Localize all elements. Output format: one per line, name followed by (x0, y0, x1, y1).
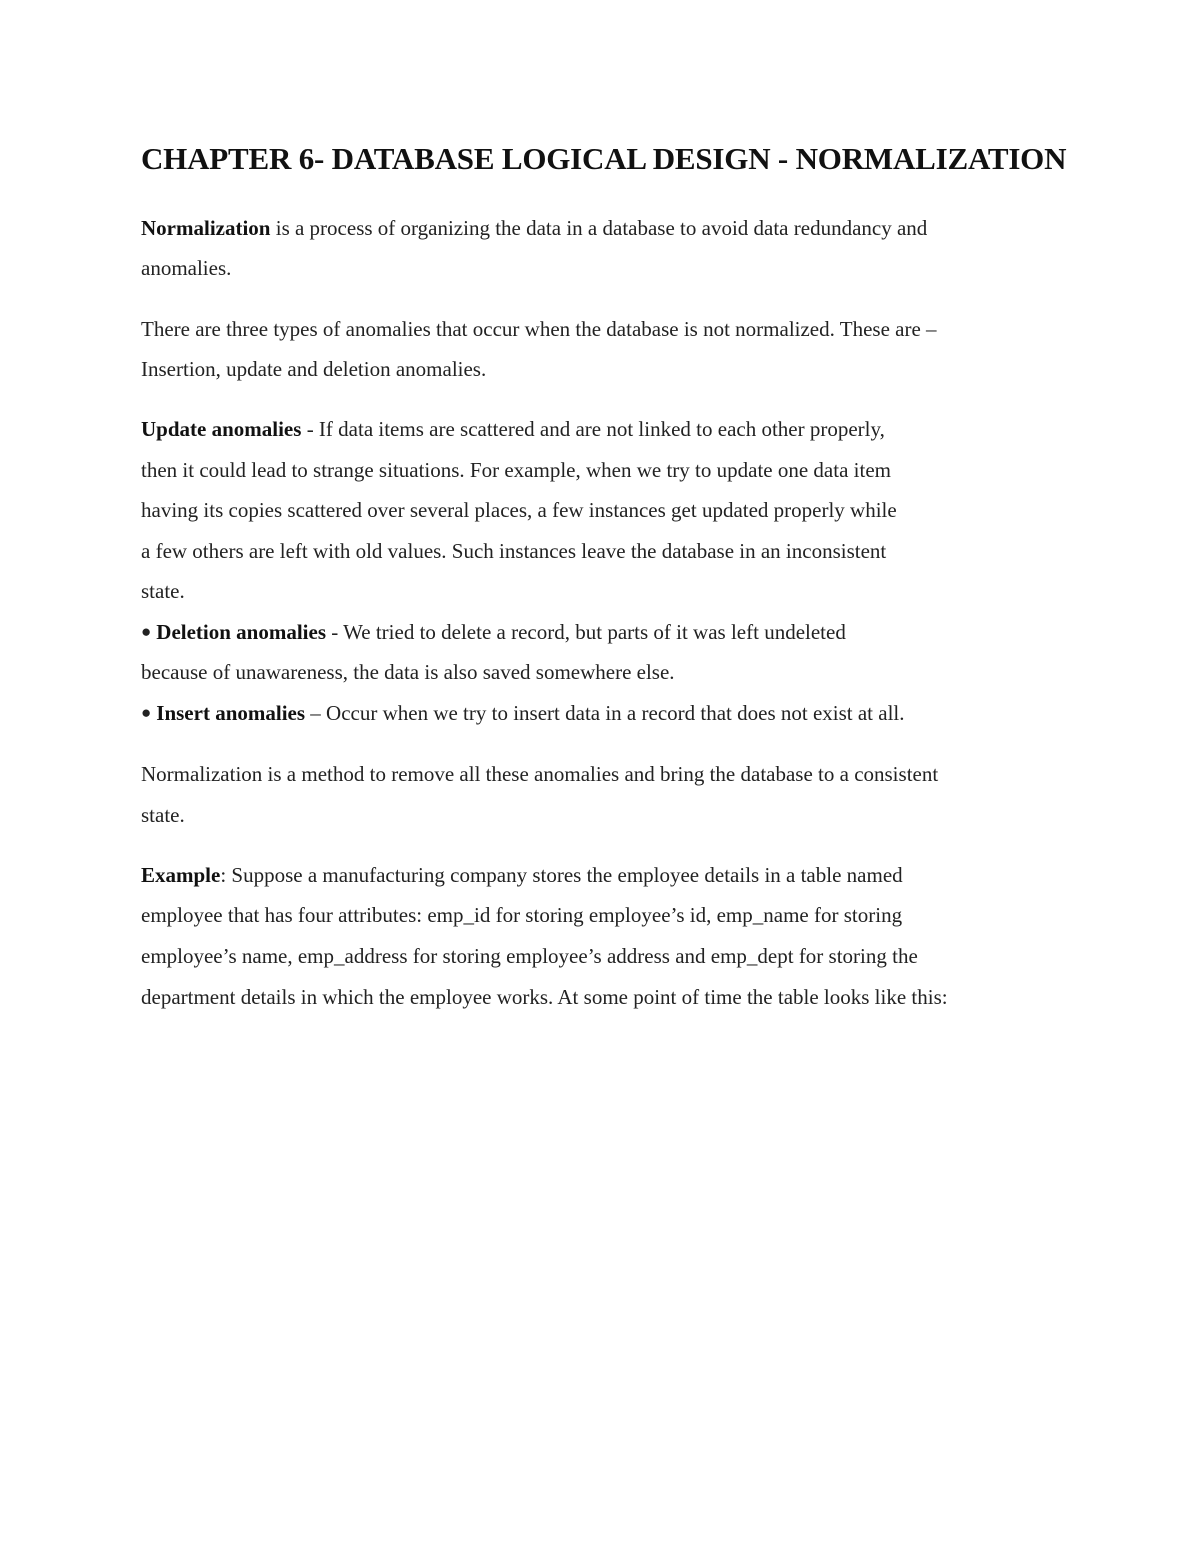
update-anomalies-text: - If data items are scattered and are not linked to each other properly, (301, 417, 885, 441)
intro-line-2: anomalies. (141, 256, 232, 280)
example-line-3: employee’s name, emp_address for storing employee’s address and emp_dept for storing the (141, 944, 918, 968)
update-anomalies-line-2: then it could lead to strange situations. For example, when we try to update one data item (141, 458, 891, 482)
insert-anomalies-line-1 (141, 700, 905, 728)
page-title: CHAPTER 6- DATABASE LOGICAL DESIGN - NORMALIZATION (141, 141, 1067, 176)
example-term: Example (141, 863, 221, 887)
example-text: : Suppose a manufacturing company stores the employee details in a table named (220, 863, 903, 887)
update-anomalies-line-3: having its copies scattered over several places, a few instances get updated properly while (141, 498, 897, 522)
intro-line-1 (141, 215, 927, 241)
update-anomalies-line-5: state. (141, 579, 185, 603)
types-line-1: There are three types of anomalies that occur when the database is not normalized. These are – (141, 317, 937, 341)
types-line-2: Insertion, update and deletion anomalies. (141, 357, 487, 381)
example-line-1 (141, 862, 903, 888)
normalization-method-line-1: Normalization is a method to remove all these anomalies and bring the database to a consistent (141, 762, 939, 786)
update-anomalies-line-1 (141, 416, 885, 442)
update-anomalies-term: Update anomalies (141, 417, 302, 441)
bullet-icon: ● (141, 703, 152, 722)
update-anomalies-line-4: a few others are left with old values. Such instances leave the database in an inconsistent (141, 539, 887, 563)
example-line-2: employee that has four attributes: emp_id for storing employee’s id, emp_name for storing (141, 903, 903, 927)
deletion-anomalies-term: Deletion anomalies (156, 620, 327, 644)
deletion-anomalies-text: - We tried to delete a record, but parts of it was left undeleted (326, 620, 846, 644)
insert-anomalies-term: Insert anomalies (156, 701, 306, 725)
insert-anomalies-text: – Occur when we try to insert data in a record that does not exist at all. (305, 701, 905, 725)
example-line-4: department details in which the employee works. At some point of time the table looks like this: (141, 985, 948, 1009)
bullet-icon: ● (141, 622, 152, 641)
normalization-method-line-2: state. (141, 803, 185, 827)
intro-term: Normalization (141, 216, 271, 240)
deletion-anomalies-line-2: because of unawareness, the data is also saved somewhere else. (141, 660, 675, 684)
intro-text: is a process of organizing the data in a database to avoid data redundancy and (270, 216, 928, 240)
deletion-anomalies-line-1 (141, 619, 846, 647)
